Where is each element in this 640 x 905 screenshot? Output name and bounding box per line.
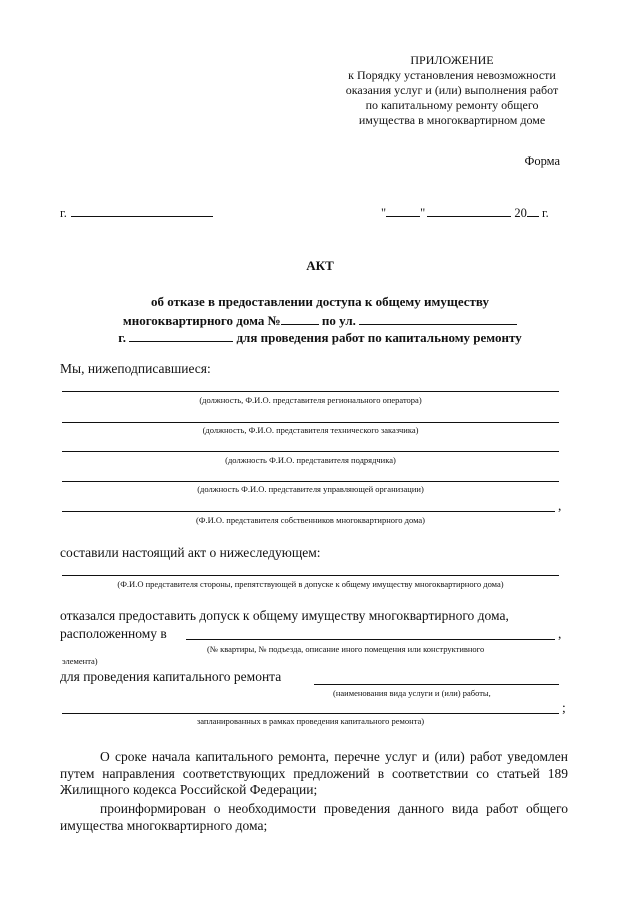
- paragraph-notification: О сроке начала капитального ремонта, перечне услуг и (или) работ уведомлен путем направления соответствующих предложений в соответствии со статьей 189 Жилищного кодекса Российской Федерации;: [60, 749, 568, 797]
- signatory-blank-management-company[interactable]: [62, 481, 559, 482]
- refusal-statement: отказался предоставить допуск к общему имуществу многоквартирного дома,: [60, 608, 509, 623]
- house-number-label: многоквартирного дома №: [122, 313, 281, 328]
- location-blank[interactable]: [186, 639, 555, 640]
- service-blank-1[interactable]: [314, 684, 559, 685]
- place-blank[interactable]: [71, 204, 213, 217]
- date-suffix: г.: [538, 206, 549, 220]
- location-comma: ,: [558, 626, 562, 641]
- caption-location-2: элемента): [62, 656, 98, 666]
- place-field[interactable]: [60, 204, 213, 221]
- paragraph-informed: проинформирован о необходимости проведения данного вида работ общего имущества многоквартирного дома;: [60, 801, 568, 833]
- signatory-blank-regional-operator[interactable]: [62, 391, 559, 392]
- house-number-blank[interactable]: [281, 312, 319, 325]
- date-quote-close: ": [420, 206, 426, 220]
- service-blank-2[interactable]: [62, 713, 559, 714]
- act-subtitle-line3: [60, 329, 580, 346]
- caption-service-1: (наименования вида услуги и (или) работы,: [333, 688, 491, 698]
- act-subtitle-line1: об отказе в предоставлении доступа к общему имуществу: [151, 294, 489, 309]
- year-prefix: 20: [514, 206, 527, 220]
- street-label: по ул.: [321, 313, 356, 328]
- caption-technical-customer: (должность, Ф.И.О. представителя технического заказчика): [202, 425, 419, 435]
- caption-regional-operator: (должность, Ф.И.О. представителя регионального оператора): [199, 395, 422, 405]
- signatories-intro: Мы, нижеподписавшиеся:: [60, 361, 211, 376]
- signatory-blank-owners[interactable]: [62, 511, 555, 512]
- caption-contractor: (должность Ф.И.О. представителя подрядчика): [225, 455, 396, 465]
- city-label: г.: [118, 330, 126, 345]
- obstructing-party-blank[interactable]: [62, 575, 559, 576]
- street-blank[interactable]: [359, 312, 517, 325]
- appendix-line: оказания услуг и (или) выполнения работ: [345, 83, 559, 97]
- date-field[interactable]: [381, 204, 549, 221]
- signatory-blank-contractor[interactable]: [62, 451, 559, 452]
- appendix-header: [320, 53, 584, 128]
- appendix-title: ПРИЛОЖЕНИЕ: [410, 53, 494, 67]
- city-blank[interactable]: [129, 329, 233, 342]
- caption-service-2: запланированных в рамках проведения капитального ремонта): [196, 716, 425, 726]
- act-subtitle-line2: [60, 312, 580, 329]
- day-blank[interactable]: [386, 204, 420, 217]
- compiled-statement: составили настоящий акт о нижеследующем:: [60, 545, 321, 560]
- month-blank[interactable]: [427, 204, 511, 217]
- caption-location-1: (№ квартиры, № подъезда, описание иного помещения или конструктивного: [207, 644, 485, 654]
- owners-comma: ,: [558, 498, 562, 513]
- appendix-line: по капитальному ремонту общего: [365, 98, 539, 112]
- year-blank[interactable]: [527, 204, 539, 217]
- appendix-line: имущества в многоквартирном доме: [358, 113, 546, 127]
- caption-management-company: (должность Ф.И.О. представителя управляющей организации): [197, 484, 424, 494]
- located-in-label: расположенному в: [60, 626, 167, 641]
- service-semicolon: ;: [562, 700, 566, 715]
- appendix-line: к Порядку установления невозможности: [348, 68, 556, 82]
- caption-obstructing-party: (Ф.И.О представителя стороны, препятствующей в допуске к общему имуществу многоквартирного дома): [117, 579, 504, 589]
- caption-owners: (Ф.И.О. представителя собственников многоквартирного дома): [195, 515, 426, 525]
- purpose-label: для проведения работ по капитальному ремонту: [236, 330, 522, 345]
- date-quote-open: ": [381, 206, 387, 220]
- signatory-blank-technical-customer[interactable]: [62, 422, 559, 423]
- form-label: Форма: [524, 154, 560, 168]
- act-title: АКТ: [306, 258, 334, 273]
- for-repair-label: для проведения капитального ремонта: [60, 669, 282, 684]
- place-prefix: г.: [60, 206, 67, 220]
